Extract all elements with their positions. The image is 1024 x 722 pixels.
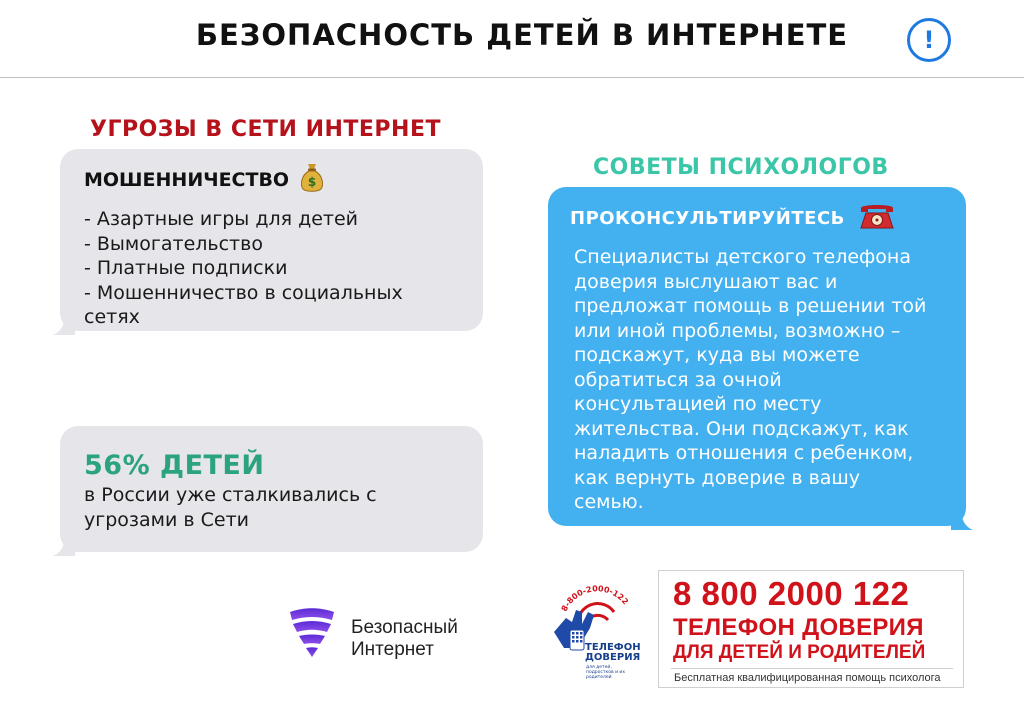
list-item: - Платные подписки: [84, 257, 288, 279]
consult-bubble: [548, 187, 966, 526]
hotline-subtitle: ДЛЯ ДЕТЕЙ И РОДИТЕЛЕЙ: [673, 642, 926, 663]
consult-line: предложат помощь в решении той: [574, 295, 927, 317]
hotline-box: [658, 570, 964, 688]
bubble-tail: [53, 534, 75, 556]
consult-line: или иной проблемы, возможно –: [574, 319, 901, 342]
list-item: - Мошенничество в социальных: [84, 281, 403, 304]
trust-logo-name-line: ДОВЕРИЯ: [585, 652, 641, 663]
hotline-caption: Бесплатная квалифицированная помощь психолога: [674, 672, 941, 684]
bubble-tail: [53, 313, 75, 335]
hotline-divider: [671, 668, 953, 669]
consult-line: наладить отношения с ребенком,: [574, 442, 914, 464]
fraud-heading: [84, 162, 459, 197]
trust-logo-name: [585, 643, 641, 663]
consult-line: доверия выслушают вас и: [574, 270, 838, 293]
fraud-heading-label: МОШЕННИЧЕСТВО: [84, 168, 290, 191]
consult-line: консультацией по месту: [574, 393, 822, 415]
fraud-bubble: [60, 149, 483, 331]
svg-text:8-800-2000-122: [560, 584, 630, 613]
consult-line: подскажут, куда вы можете: [574, 344, 860, 366]
fraud-list: [84, 207, 459, 330]
hotline-name: ТЕЛЕФОН ДОВЕРИЯ: [673, 614, 924, 641]
consult-text: [570, 245, 942, 515]
list-item: - Вымогательство: [84, 232, 263, 255]
consult-line: обратиться за очной: [574, 368, 782, 391]
header-divider: [0, 77, 1024, 78]
safe-internet-logo: [288, 608, 336, 658]
statistic-bubble: [60, 426, 483, 552]
advice-section-title: СОВЕТЫ ПСИХОЛОГОВ: [593, 155, 889, 180]
threats-section-title: УГРОЗЫ В СЕТИ ИНТЕРНЕТ: [90, 117, 442, 142]
telephone-icon: [857, 202, 897, 235]
safe-internet-line: Интернет: [351, 639, 434, 660]
safe-internet-line: Безопасный: [351, 617, 458, 638]
exclamation-circle-icon: !: [907, 18, 951, 62]
bubble-tail: [951, 508, 973, 530]
statistic-description: [84, 483, 459, 533]
consult-line: жительства. Они подскажут, как: [574, 417, 909, 440]
list-item: сетях: [84, 306, 140, 328]
statistic-line: в России уже сталкивались с: [84, 484, 377, 506]
consult-line: как вернуть доверие в вашу: [574, 466, 861, 489]
consult-line: Специалисты детского телефона: [574, 246, 911, 268]
statistic-value: 56% ДЕТЕЙ: [84, 450, 265, 481]
consult-line: семью.: [574, 491, 644, 513]
statistic-line: угрозами в Сети: [84, 509, 249, 531]
svg-text:$: $: [307, 175, 317, 189]
money-bag-icon: [299, 162, 325, 197]
list-item: - Азартные игры для детей: [84, 208, 359, 230]
hotline-number[interactable]: 8 800 2000 122: [673, 575, 910, 612]
trust-logo-caption: для детей, подростков и их родителей: [586, 665, 626, 680]
trust-logo-name-line: ТЕЛЕФОН: [585, 642, 641, 653]
consult-heading-label: ПРОКОНСУЛЬТИРУЙТЕСЬ: [570, 208, 845, 229]
page-title: БЕЗОПАСНОСТЬ ДЕТЕЙ В ИНТЕРНЕТЕ: [195, 18, 849, 52]
trust-logo-arc-text: 8-800-2000-122: [559, 584, 631, 613]
safe-internet-logo-text: [351, 617, 458, 661]
consult-heading: [570, 202, 942, 235]
